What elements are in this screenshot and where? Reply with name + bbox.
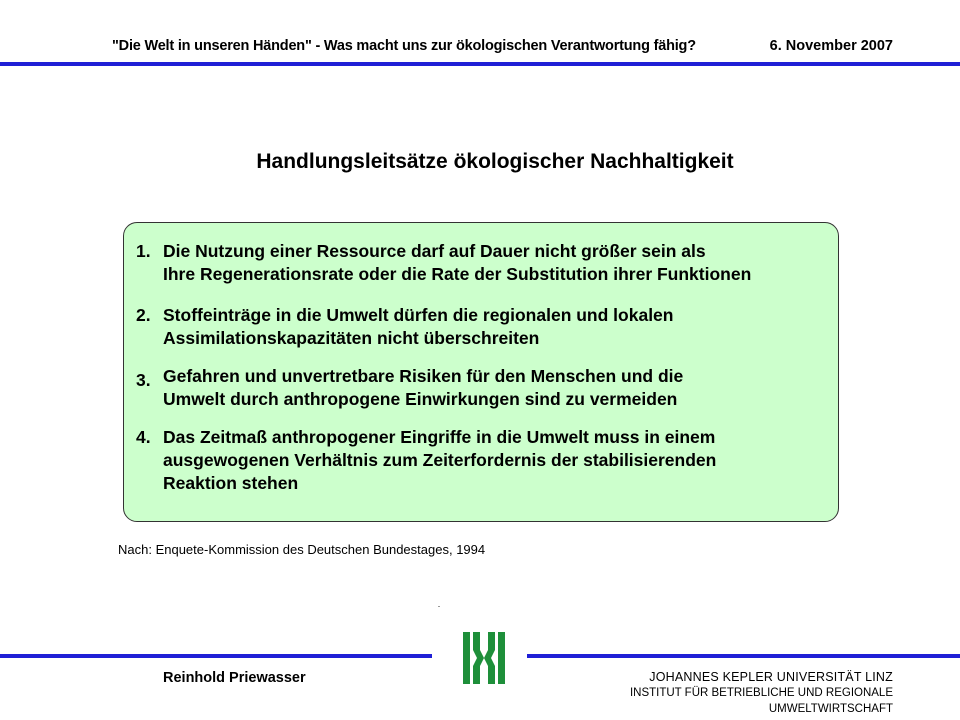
principle-line: Reaktion stehen [163,473,299,493]
footer-divider-left [0,654,432,658]
principle-number: 2. [136,305,151,325]
stray-dot [438,606,440,607]
principle-number: 1. [136,241,151,261]
footer-divider-right [527,654,960,658]
page-title: Handlungsleitsätze ökologischer Nachhaltigkeit [256,150,734,173]
source-note: Nach: Enquete-Kommission des Deutschen Bundestages, 1994 [118,542,486,557]
principle-text [163,426,716,495]
header-title: "Die Welt in unseren Händen" - Was macht uns zur ökologischen Verantwortung fähig? [112,38,696,54]
principle-text [163,304,673,350]
principle-line: Assimilationskapazitäten nicht überschreiten [163,328,540,348]
principle-text [163,240,751,286]
department-name: UMWELTWIRTSCHAFT [768,703,893,715]
university-name: JOHANNES KEPLER UNIVERSITÄT LINZ [649,670,893,684]
university-logo-icon [463,632,505,684]
principle-line: ausgewogenen Verhältnis zum Zeiterfordernis der stabilisierenden [163,450,717,470]
university-info [630,669,893,717]
header-divider [0,62,960,66]
principle-line: Umwelt durch anthropogene Einwirkungen sind zu vermeiden [163,389,678,409]
principle-line: Das Zeitmaß anthropogener Eingriffe in die Umwelt muss in einem [163,427,716,447]
principle-text [163,365,683,411]
principle-line: Gefahren und unvertretbare Risiken für den Menschen und die [163,366,684,386]
principle-line: Die Nutzung einer Ressource darf auf Dauer nicht größer sein als [163,241,706,261]
author-name: Reinhold Priewasser [163,670,306,686]
principle-number: 4. [136,427,151,447]
principle-line: Ihre Regenerationsrate oder die Rate der Substitution ihrer Funktionen [163,264,752,284]
header-date: 6. November 2007 [769,38,893,54]
principle-number: 3. [136,370,151,390]
institute-name: INSTITUT FÜR BETRIEBLICHE UND REGIONALE [629,687,893,699]
principle-line: Stoffeinträge in die Umwelt dürfen die regionalen und lokalen [163,305,674,325]
